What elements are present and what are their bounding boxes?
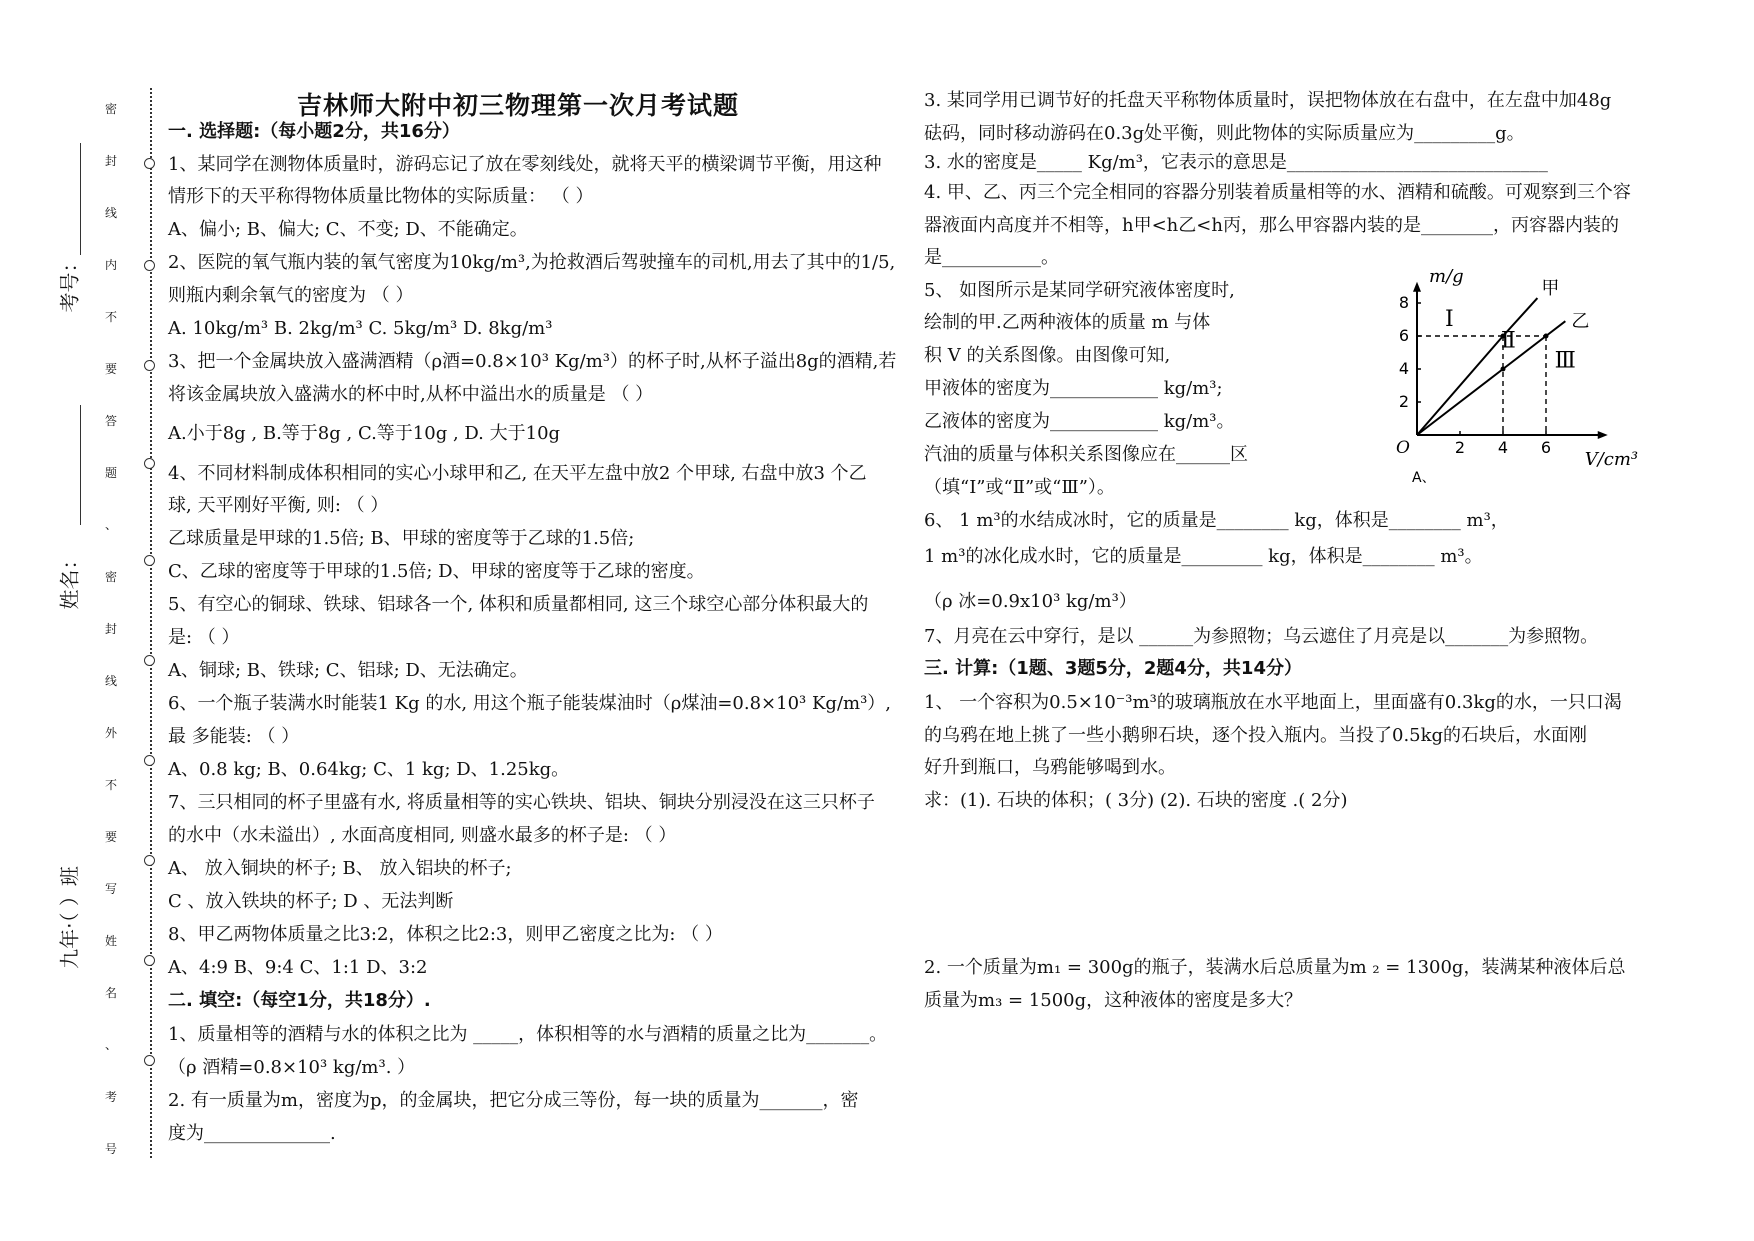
class-label: 九年·（ ）班 (57, 866, 82, 969)
question-options: A. 10kg/m³ B. 2kg/m³ C. 5kg/m³ D. 8kg/m³ (168, 318, 553, 339)
question-text: 甲液体的密度为____________ kg/m³; (924, 378, 1223, 399)
question-text: 2. 有一质量为m，密度为p，的金属块，把它分成三等份，每一块的质量为_______，密 (168, 1090, 859, 1111)
id-label: 考号： (57, 252, 82, 313)
sealing-line-char: 号 (104, 1142, 117, 1156)
sealing-line-char: 线 (104, 674, 117, 688)
question-text: 球, 天平刚好平衡, 则: （ ） (168, 495, 389, 516)
sealing-line-char: 、 (104, 518, 117, 532)
sealing-line-char: 写 (104, 882, 117, 896)
question-text: 3. 水的密度是_____ Kg/m³，它表示的意思是_____________________________ (924, 152, 1548, 173)
stray-mark: A、 (1412, 470, 1436, 486)
question-text: 7、三只相同的杯子里盛有水, 将质量相等的实心铁块、铝块、铜块分别浸没在这三只杯子 (168, 792, 875, 813)
question-options: A、 放入铜块的杯子; B、 放入铝块的杯子; (168, 858, 512, 879)
sealing-line-char: 、 (104, 1038, 117, 1052)
question-text: 2、医院的氧气瓶内装的氧气密度为10kg/m³,为抢救酒后驾驶撞车的司机,用去了其中的1/5, (168, 252, 896, 273)
question-text: 1 m³的冰化成水时，它的质量是_________ kg，体积是________ m³。 (924, 546, 1483, 567)
question-text: 6、 1 m³的水结成冰时，它的质量是________ kg，体积是________ m³， (924, 510, 1509, 531)
exam-title: 吉林师大附中初三物理第一次月考试题 (297, 91, 740, 120)
question-options: C、乙球的密度等于甲球的1.5倍; D、甲球的密度等于乙球的密度。 (168, 561, 705, 582)
x-tick-label: 2 (1454, 438, 1466, 457)
y-axis-arrow (1413, 282, 1421, 292)
binding-hole (144, 1055, 155, 1066)
question-text: 4、不同材料制成体积相同的实心小球甲和乙, 在天平左盘中放2 个甲球, 右盘中放3 个乙 (168, 463, 867, 484)
question-text: 1、质量相等的酒精与水的体积之比为 _____，体积相等的水与酒精的质量之比为_______。 (168, 1024, 888, 1045)
series-line-0 (1417, 298, 1537, 435)
question-text: 积 V 的关系图像。由图像可知, (924, 345, 1171, 366)
question-text: 4. 甲、乙、丙三个完全相同的容器分别装着质量相等的水、酒精和硫酸。可观察到三个容 (924, 182, 1631, 203)
question-text: （ρ 冰=0.9x10³ kg/m³） (924, 591, 1137, 612)
question-options: 乙球质量是甲球的1.5倍; B、甲球的密度等于乙球的1.5倍; (168, 528, 635, 549)
question-options: A、铜球; B、铁球; C、铝球; D、无法确定。 (168, 660, 528, 681)
binding-hole (144, 158, 155, 169)
question-text: 将该金属块放入盛满水的杯中时,从杯中溢出水的质量是 （ ） (168, 384, 654, 405)
section-heading: 二. 填空:（每空1分，共18分）. (168, 990, 431, 1011)
section-heading: 一. 选择题:（每小题2分，共16分） (168, 121, 460, 142)
question-text: 7、月亮在云中穿行，是以 ______为参照物；乌云遮住了月亮是以_______为参照物。 (924, 626, 1599, 647)
x-tick-label: 6 (1540, 438, 1552, 457)
binding-hole (144, 260, 155, 271)
question-text: 5、有空心的铜球、铁球、铝球各一个, 体积和质量都相同, 这三个球空心部分体积最大的 (168, 594, 869, 615)
question-text: 求：(1). 石块的体积；( 3分) (2). 石块的密度 .( 2分) (924, 790, 1348, 811)
sealing-line-char: 密 (104, 570, 117, 584)
question-text: （ρ 酒精=0.8×10³ kg/m³. ） (168, 1057, 416, 1078)
question-options: A.小于8g , B.等于8g , C.等于10g , D. 大于10g (168, 423, 561, 444)
x-axis-arrow (1598, 431, 1608, 439)
question-text: 乙液体的密度为____________ kg/m³。 (924, 411, 1235, 432)
question-options: A、4:9 B、9:4 C、1:1 D、3:2 (168, 957, 428, 978)
sealing-line-char: 不 (104, 310, 117, 324)
question-text: 的乌鸦在地上挑了一些小鹅卵石块，逐个投入瓶内。当投了0.5kg的石块后，水面刚 (924, 725, 1588, 746)
question-text: 汽油的质量与体积关系图像应在______区 (924, 444, 1248, 465)
id-blank-line (80, 143, 81, 255)
series-point (1501, 367, 1506, 372)
sealing-line-char: 要 (104, 362, 117, 376)
name-label: 姓名： (57, 549, 82, 610)
question-options: A、0.8 kg; B、0.64kg; C、1 kg; D、1.25kg。 (168, 759, 570, 780)
sealing-line-char: 姓 (104, 934, 117, 948)
series-label: 乙 (1571, 311, 1590, 333)
sealing-line-char: 外 (104, 726, 117, 740)
question-text: 的水中（水未溢出）, 水面高度相同, 则盛水最多的杯子是: （ ） (168, 825, 677, 846)
y-tick-label: 4 (1398, 359, 1409, 378)
sealing-line-char: 考 (104, 1090, 117, 1104)
question-text: 5、 如图所示是某同学研究液体密度时, (924, 280, 1235, 301)
name-blank-line (80, 405, 81, 525)
sealing-line-char: 不 (104, 778, 117, 792)
question-options: A、偏小; B、偏大; C、不变; D、不能确定。 (168, 219, 528, 240)
question-text: 8、甲乙两物体质量之比3:2，体积之比2:3，则甲乙密度之比为: （ ） (168, 924, 723, 945)
section-heading: 三. 计算:（1题、3题5分，2题4分，共14分） (924, 658, 1302, 679)
question-text: 度为______________. (168, 1123, 336, 1144)
sealing-line-char: 封 (104, 622, 117, 636)
question-text: 1、某同学在测物体质量时，游码忘记了放在零刻线处，就将天平的横梁调节平衡，用这种 (168, 154, 882, 175)
question-text: 2. 一个质量为m₁ = 300g的瓶子，装满水后总质量为m ₂ = 1300g，装满某种液体后总 (924, 957, 1626, 978)
series-line-1 (1417, 321, 1565, 435)
binding-hole (144, 755, 155, 766)
y-tick-label: 6 (1398, 326, 1409, 345)
sealing-line-char: 要 (104, 830, 117, 844)
y-tick-label: 2 (1398, 392, 1409, 411)
question-text: 质量为m₃ = 1500g，这种液体的密度是多大？ (924, 990, 1303, 1011)
y-tick-label: 8 (1398, 293, 1409, 312)
question-text: 绘制的甲.乙两种液体的质量 m 与体 (924, 312, 1211, 333)
series-label: 甲 (1541, 278, 1560, 300)
binding-dotted-line (150, 88, 152, 1158)
question-text: （填“Ⅰ”或“Ⅱ”或“Ⅲ”）。 (924, 477, 1115, 498)
region-label: Ⅲ (1554, 348, 1576, 374)
binding-hole (144, 955, 155, 966)
origin-label: O (1396, 438, 1410, 458)
region-label: Ⅱ (1500, 328, 1516, 354)
sealing-line-char: 答 (104, 414, 117, 428)
region-label: Ⅰ (1444, 307, 1454, 333)
question-text: 好升到瓶口，乌鸦能够喝到水。 (924, 757, 1176, 778)
question-text: 6、一个瓶子装满水时能装1 Kg 的水, 用这个瓶子能装煤油时（ρ煤油=0.8×10³ Kg/m³）, (168, 693, 892, 714)
binding-hole (144, 360, 155, 371)
sealing-line-char: 封 (104, 154, 117, 168)
binding-hole (144, 655, 155, 666)
x-tick-label: 4 (1497, 438, 1509, 457)
question-text: 器液面内高度并不相等，h甲<h乙<h丙，那么甲容器内装的是________，丙容器内装的 (924, 215, 1619, 236)
question-text: 砝码，同时移动游码在0.3g处平衡，则此物体的实际质量应为_________g。 (924, 123, 1525, 144)
question-text: 则瓶内剩余氧气的密度为 （ ） (168, 285, 414, 306)
question-options: C 、放入铁块的杯子; D 、无法判断 (168, 891, 454, 912)
sealing-line-char: 线 (104, 206, 117, 220)
sealing-line-char: 名 (104, 986, 117, 1000)
y-axis-label: m/g (1429, 265, 1464, 287)
series-point (1544, 334, 1549, 339)
question-text: 最 多能装: （ ） (168, 726, 300, 747)
question-text: 3、把一个金属块放入盛满酒精（ρ酒=0.8×10³ Kg/m³）的杯子时,从杯子溢出8g的酒精,若 (168, 351, 897, 372)
x-axis-label: V/cm³ (1584, 449, 1639, 470)
question-text: 是___________。 (924, 247, 1059, 268)
binding-hole (144, 855, 155, 866)
question-text: 3. 某同学用已调节好的托盘天平称物体质量时，误把物体放在右盘中，在左盘中加48g (924, 90, 1612, 111)
sealing-line-char: 题 (104, 466, 117, 480)
sealing-line-char: 内 (104, 258, 117, 272)
binding-hole (144, 555, 155, 566)
question-text: 1、 一个容积为0.5×10⁻³m³的玻璃瓶放在水平地面上，里面盛有0.3kg的水，一只口渴 (924, 692, 1622, 713)
question-text: 是: （ ） (168, 627, 240, 648)
question-text: 情形下的天平称得物体质量比物体的实际质量： （ ） (168, 186, 594, 207)
mass-volume-graph (1385, 255, 1715, 485)
binding-hole (144, 458, 155, 469)
sealing-line-char: 密 (104, 102, 117, 116)
